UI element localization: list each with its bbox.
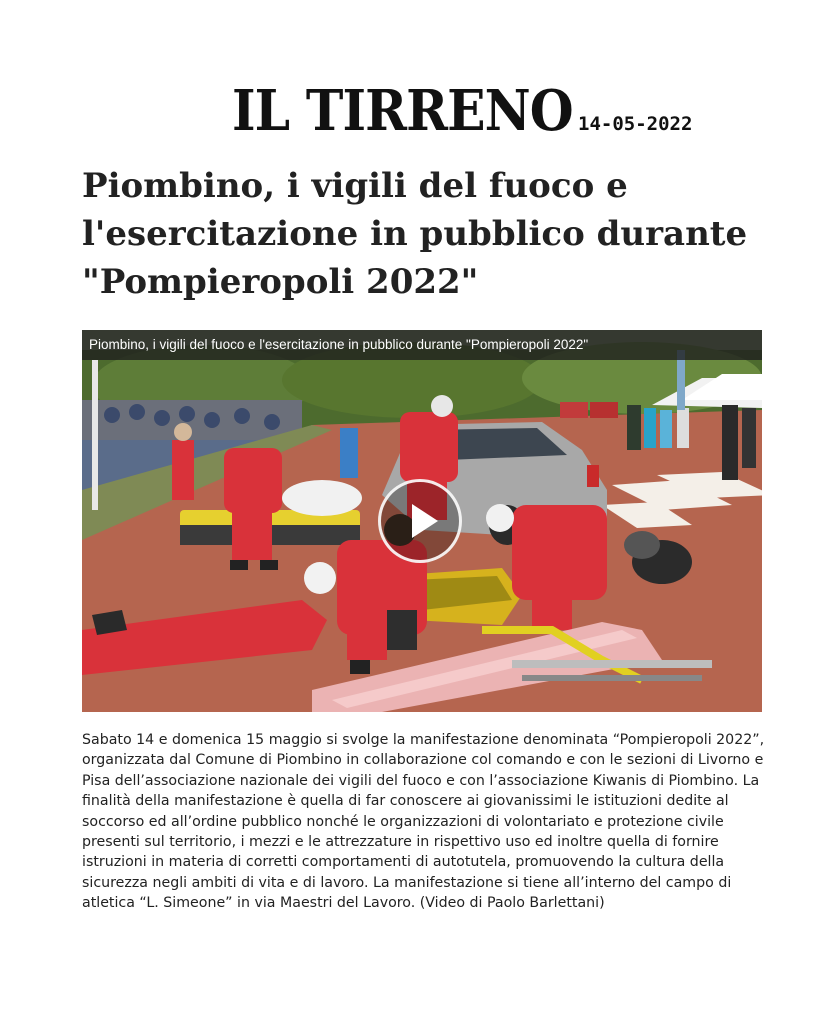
video-player[interactable] — [82, 330, 762, 712]
publication-date: 14-05-2022 — [578, 113, 693, 135]
article-body-text: Sabato 14 e domenica 15 maggio si svolge la manifestazione denominata “Pompieropoli 2022”, organizzata dal Comune di Piombino in collaborazione col comando e con le sezioni di Livorno e Pisa dell’associazione nazionale dei vigili del fuoco e con l’associazione Kiwanis di Piombino. La finalità della manifestazione è quella di far conoscere ai giovanissimi le istituzioni dedite al soccorso ed all’ordine pubblico nonché le organizzazioni di volontariato e protezione civile presenti sul territorio, i mezzi e le attrezzature in rispettivo uso ed inoltre quella di fornire istruzioni in materia di corretti comportamenti di autotutela, promuovendo la cultura della sicurezza negli ambiti di vita e di lavoro. La manifestazione si tiene all’interno del campo di atletica “L. Simeone” in via Maestri del Lavoro. (Video di Paolo Barlettani) — [82, 732, 765, 912]
play-button[interactable] — [378, 479, 462, 563]
article-headline: Piombino, i vigili del fuoco e l'esercitazione in pubblico durante "Pompieropoli 2022" — [82, 166, 748, 302]
play-icon — [412, 504, 438, 538]
video-title-bar: Piombino, i vigili del fuoco e l'esercitazione in pubblico durante "Pompieropoli 2022" — [82, 330, 762, 360]
newspaper-logo: IL TIRRENO — [232, 78, 573, 144]
